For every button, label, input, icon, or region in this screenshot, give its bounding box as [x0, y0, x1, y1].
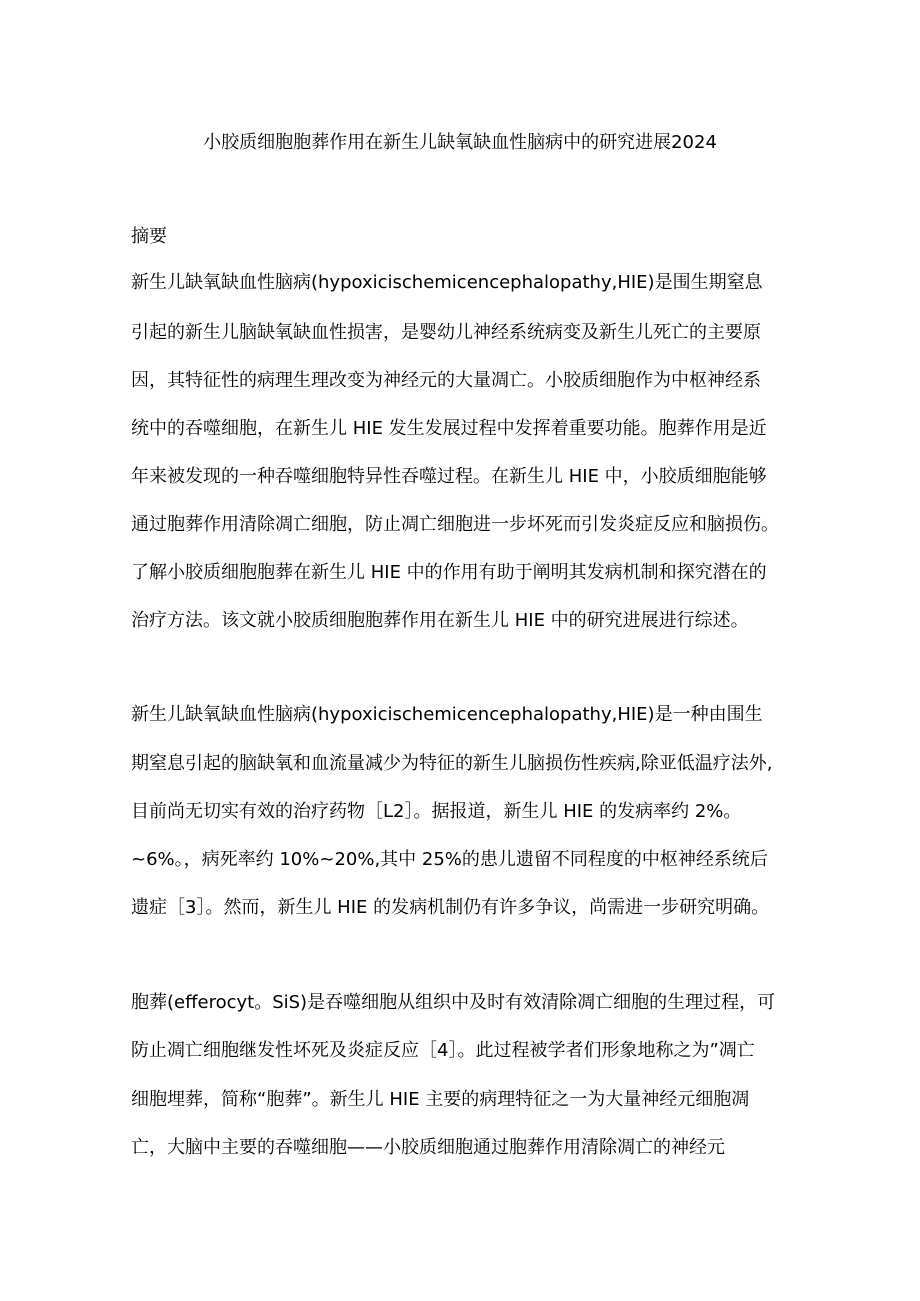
paragraph-2-line-4: ~6%。，病死率约 10%~20%,其中 25%的患儿遗留不同程度的中枢神经系统后: [131, 849, 768, 870]
paragraph-1-line-8: 治疗方法。该文就小胶质细胞胞葬作用在新生儿 HIE 中的研究进展进行综述。: [131, 610, 749, 631]
paragraph-2-line-2: 期窒息引起的脑缺氧和血流量减少为特征的新生儿脑损伤性疾病,除亚低温疗法外,: [131, 753, 773, 774]
abstract-heading: 摘要: [131, 226, 167, 247]
paragraph-1-line-1: 新生儿缺氧缺血性脑病(hypoxicischemicencephalopathy,HIE)是围生期窒息: [131, 272, 763, 293]
paragraph-1-line-7: 了解小胶质细胞胞葬在新生儿 HIE 中的作用有助于阐明其发病机制和探究潜在的: [131, 562, 767, 583]
paragraph-2-line-3: 目前尚无切实有效的治疗药物［L2］。据报道，新生儿 HIE 的发病率约 2%。: [131, 801, 742, 822]
paragraph-2-line-5: 遗症［3］。然而，新生儿 HIE 的发病机制仍有许多争议，尚需进一步研究明确。: [131, 897, 770, 918]
paragraph-1-line-5: 年来被发现的一种吞噬细胞特异性吞噬过程。在新生儿 HIE 中，小胶质细胞能够: [131, 466, 767, 487]
paragraph-3-line-3: 细胞埋葬，简称“胞葬”。新生儿 HIE 主要的病理特征之一为大量神经元细胞凋: [131, 1089, 750, 1110]
paragraph-1-line-3: 因，其特征性的病理生理改变为神经元的大量凋亡。小胶质细胞作为中枢神经系: [131, 370, 761, 391]
paragraph-1-line-2: 引起的新生儿脑缺氧缺血性损害，是婴幼儿神经系统病变及新生儿死亡的主要原: [131, 322, 761, 343]
paragraph-1-line-6: 通过胞葬作用清除凋亡细胞，防止凋亡细胞进一步坏死而引发炎症反应和脑损伤。: [131, 514, 779, 535]
paragraph-1-line-4: 统中的吞噬细胞，在新生儿 HIE 发生发展过程中发挥着重要功能。胞葬作用是近: [131, 418, 767, 439]
paragraph-3-line-4: 亡，大脑中主要的吞噬细胞——小胶质细胞通过胞葬作用清除凋亡的神经元: [131, 1137, 725, 1158]
paragraph-3-line-1: 胞葬(efferocyt。SiS)是吞噬细胞从组织中及时有效清除凋亡细胞的生理过程，可: [131, 992, 776, 1013]
document-title: 小胶质细胞胞葬作用在新生儿缺氧缺血性脑病中的研究进展2024: [203, 132, 717, 153]
paragraph-2-line-1: 新生儿缺氧缺血性脑病(hypoxicischemicencephalopathy,HIE)是一种由围生: [131, 704, 763, 725]
paragraph-3-line-2: 防止凋亡细胞继发性坏死及炎症反应［4］。此过程被学者们形象地称之为”凋亡: [131, 1040, 755, 1061]
